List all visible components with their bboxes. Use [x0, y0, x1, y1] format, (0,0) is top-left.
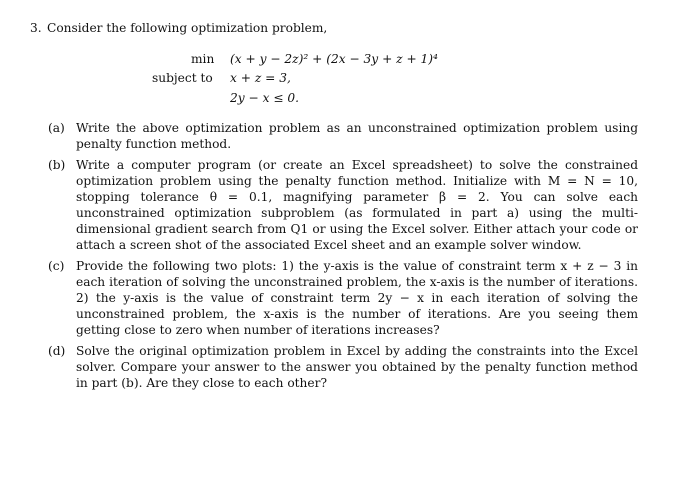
part-b	[48, 158, 638, 253]
part-b-text: Write a computer program (or create an Excel spreadsheet) to solve the constrained optimization problem using the penalty function method. Initialize with M = N = 10, stopping tolerance θ = 0.1, magnifying parameter β = 2. You can solve each unconstrained optimization subproblem (as formulated in part a) using the multi-dimensional gradient search from Q1 or using the Excel solver. Either attach your code or attach a screen shot of the associated Excel sheet and an example solver window.	[76, 158, 638, 252]
constraint-equality: x + z = 3,	[230, 71, 291, 85]
constraint-inequality: 2y − x ≤ 0.	[230, 91, 300, 105]
part-d-label: (d)	[48, 344, 66, 358]
objective-function: (x + y − 2z)² + (2x − 3y + z + 1)⁴	[230, 52, 438, 66]
part-a	[48, 121, 638, 153]
min-label: min	[191, 52, 215, 66]
part-a-label: (a)	[48, 121, 65, 135]
problem-intro: Consider the following optimization problem,	[47, 21, 328, 35]
part-d	[48, 344, 638, 392]
part-c	[48, 259, 638, 339]
part-d-text: Solve the original optimization problem in Excel by adding the constraints into the Excel solver. Compare your answer to the answer you obtained by the penalty function method in part (b). Are they close to each other?	[76, 344, 638, 390]
part-c-text: Provide the following two plots: 1) the y-axis is the value of constraint term x + z − 3 in each iteration of solving the unconstrained problem, the x-axis is the number of iterations. 2) the y-axis is the value of constraint term 2y − x in each iteration of solving the unconstrained problem, the x-axis is the number of iterations. Are you seeing them getting close to zero when number of iterations increases?	[76, 259, 638, 337]
part-b-label: (b)	[48, 158, 66, 172]
part-c-label: (c)	[48, 259, 65, 273]
subject-to-label: subject to	[152, 71, 213, 85]
part-a-text: Write the above optimization problem as an unconstrained optimization problem using penalty function method.	[76, 121, 638, 151]
problem-number: 3.	[30, 21, 42, 35]
